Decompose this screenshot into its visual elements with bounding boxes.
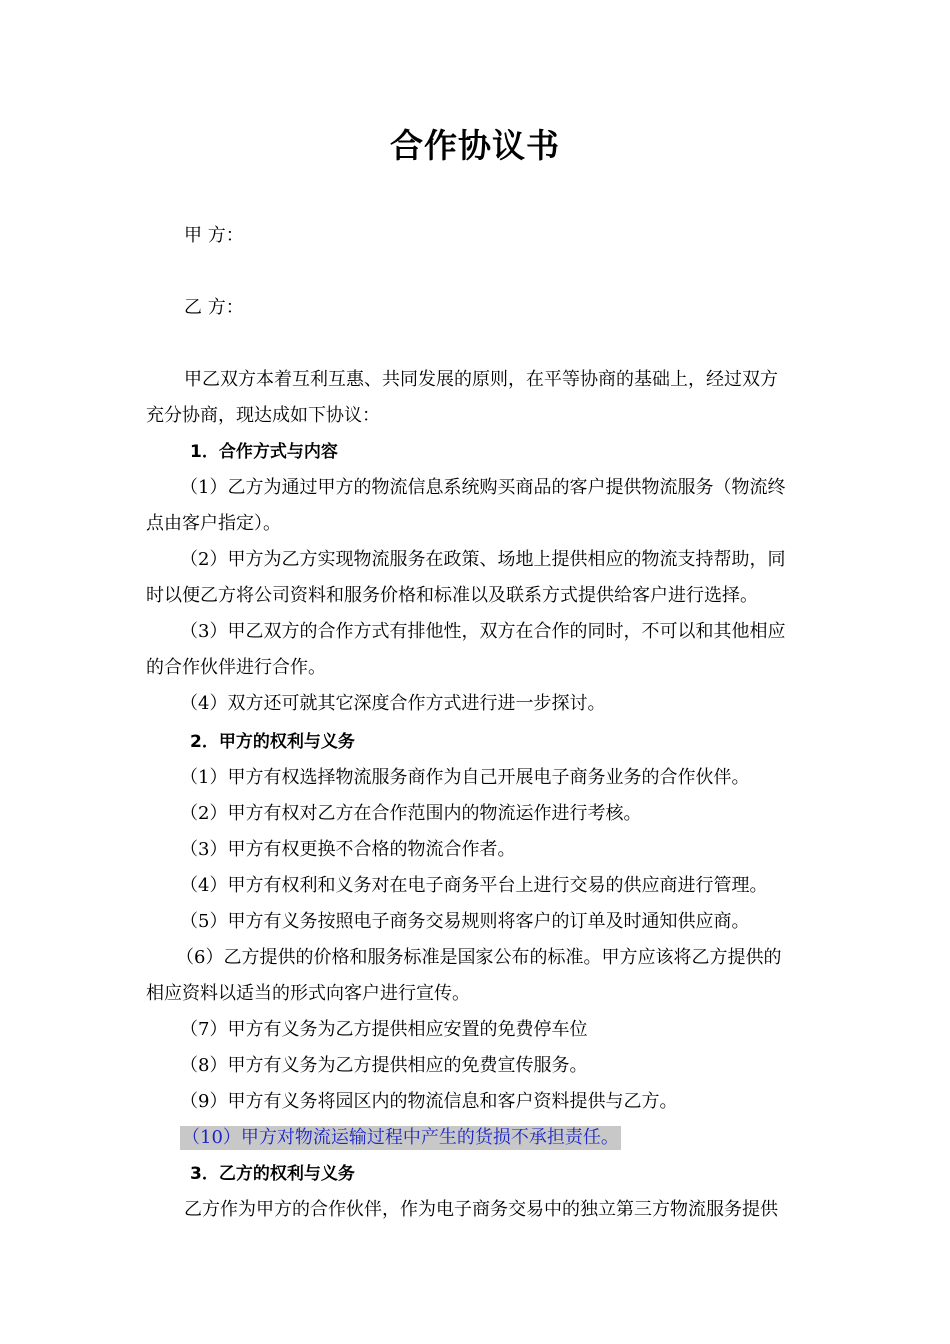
- paragraph-line: （3）甲方有权更换不合格的物流合作者。: [180, 839, 516, 860]
- paragraph-line: （7）甲方有义务为乙方提供相应安置的免费停车位: [180, 1019, 588, 1040]
- party-b-label: 乙 方：: [184, 297, 244, 318]
- paragraph-line: 时以便乙方将公司资料和服务价格和标准以及联系方式提供给客户进行选择。: [146, 585, 758, 606]
- intro-line: 甲乙双方本着互利互惠、共同发展的原则，在平等协商的基础上，经过双方: [184, 369, 778, 390]
- paragraph-line: （9）甲方有义务将园区内的物流信息和客户资料提供与乙方。: [180, 1091, 678, 1112]
- paragraph-line: （6）乙方提供的价格和服务标准是国家公布的标准。甲方应该将乙方提供的: [176, 947, 782, 968]
- paragraph-line: （2）甲方有权对乙方在合作范围内的物流运作进行考核。: [180, 803, 642, 824]
- intro-line: 充分协商，现达成如下协议：: [146, 405, 380, 426]
- paragraph-line: （4）甲方有权利和义务对在电子商务平台上进行交易的供应商进行管理。: [180, 875, 768, 896]
- paragraph-line: （1）甲方有权选择物流服务商作为自己开展电子商务业务的合作伙伴。: [180, 767, 750, 788]
- paragraph-line: 点由客户指定）。: [146, 513, 281, 534]
- paragraph-line: （8）甲方有义务为乙方提供相应的免费宣传服务。: [180, 1055, 588, 1076]
- paragraph-line: （1）乙方为通过甲方的物流信息系统购买商品的客户提供物流服务（物流终: [180, 477, 786, 498]
- paragraph-line: （4）双方还可就其它深度合作方式进行进一步探讨。: [180, 693, 606, 714]
- paragraph-line: （3）甲乙双方的合作方式有排他性，双方在合作的同时，不可以和其他相应: [180, 621, 786, 642]
- document-title: 合作协议书: [390, 126, 560, 165]
- paragraph-line: 相应资料以适当的形式向客户进行宣传。: [146, 983, 470, 1004]
- paragraph-line: （5）甲方有义务按照电子商务交易规则将客户的订单及时通知供应商。: [180, 911, 750, 932]
- highlighted-clause: （10）甲方对物流运输过程中产生的货损不承担责任。: [182, 1127, 619, 1148]
- section-heading: 1．合作方式与内容: [190, 442, 338, 462]
- paragraph-line: 的合作伙伴进行合作。: [146, 657, 326, 678]
- paragraph-line: （2）甲方为乙方实现物流服务在政策、场地上提供相应的物流支持帮助，同: [180, 549, 786, 570]
- section-heading: 2．甲方的权利与义务: [190, 732, 355, 752]
- paragraph-line: 乙方作为甲方的合作伙伴，作为电子商务交易中的独立第三方物流服务提供: [184, 1199, 778, 1220]
- section-heading: 3．乙方的权利与义务: [190, 1164, 355, 1184]
- party-a-label: 甲 方：: [184, 225, 244, 246]
